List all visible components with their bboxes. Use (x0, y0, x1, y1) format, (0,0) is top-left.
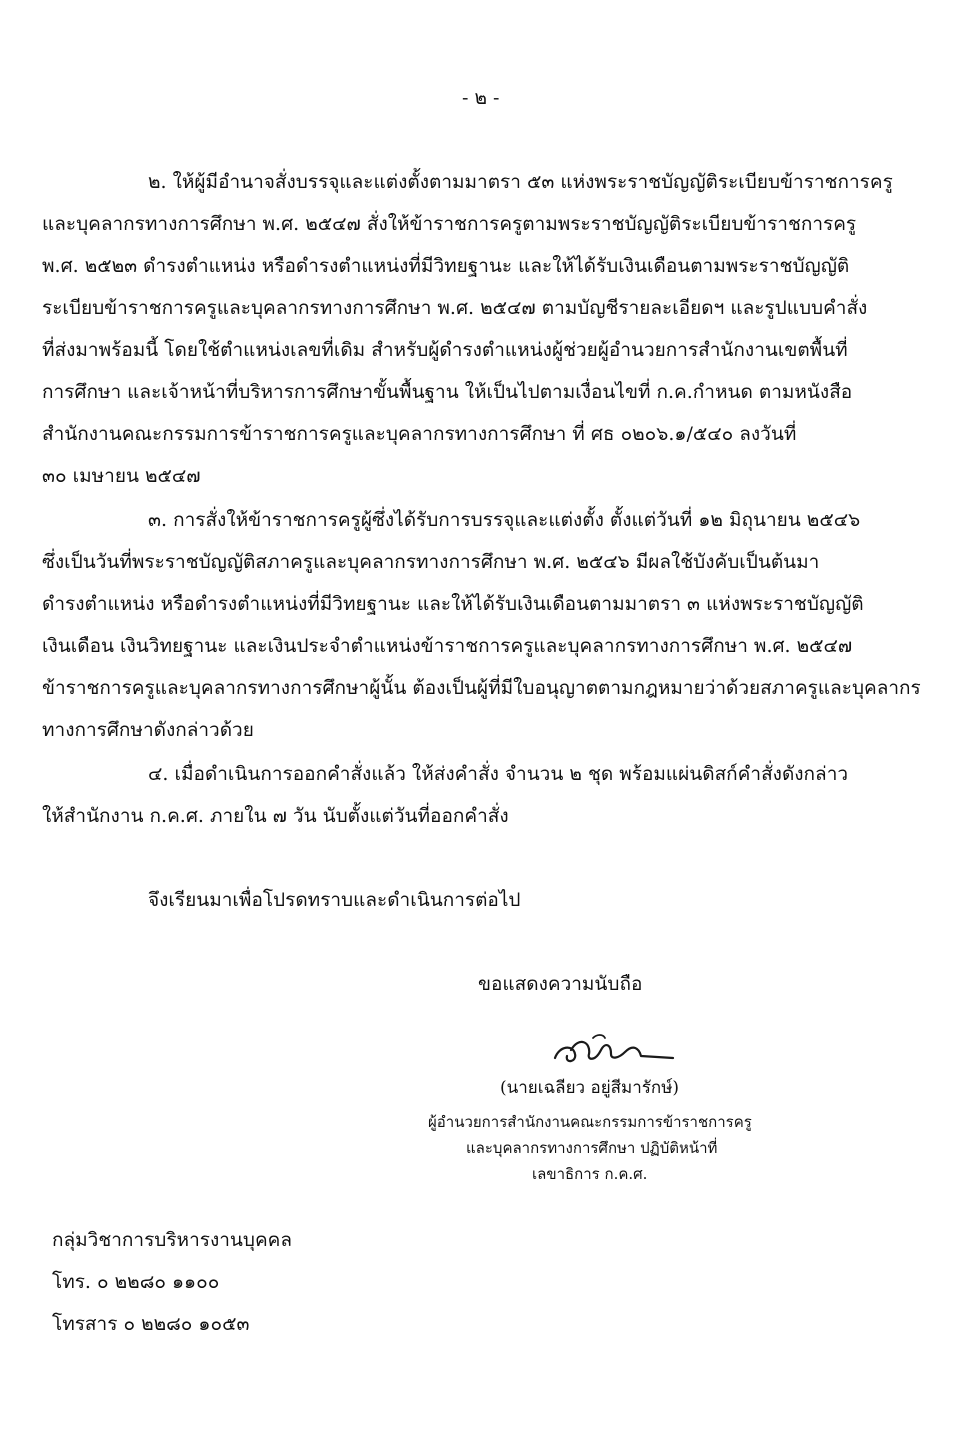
item2-line-5: ที่ส่งมาพร้อมนี้ โดยใช้ตำแหน่งเลขที่เดิม สำหรับผู้ดำรงตำแหน่งผู้ช่วยผู้อำนวยการสำนักงานเขตพื้นที่ (42, 339, 848, 361)
item3-line-6: ทางการศึกษาดังกล่าวด้วย (42, 719, 254, 741)
signer-title-line-2: และบุคลากรทางการศึกษา ปฏิบัติหน้าที่ (466, 1139, 718, 1157)
phone-number: โทร. ๐ ๒๒๘๐ ๑๑๐๐ (52, 1271, 220, 1293)
item2-line-4: ระเบียบข้าราชการครูและบุคลากรทางการศึกษา พ.ศ. ๒๕๔๗ ตามบัญชีรายละเอียดฯ และรูปแบบคำสั่ง (42, 297, 868, 319)
item2-line-6: การศึกษา และเจ้าหน้าที่บริหารการศึกษาขั้นพื้นฐาน ให้เป็นไปตามเงื่อนไขที่ ก.ค.กำหนด ตามหนังสือ (42, 381, 853, 403)
item2-line-3: พ.ศ. ๒๕๒๓ ดำรงตำแหน่ง หรือดำรงตำแหน่งที่มีวิทยฐานะ และให้ได้รับเงินเดือนตามพระราชบัญญัติ (42, 255, 850, 277)
item2-line-2: และบุคลากรทางการศึกษา พ.ศ. ๒๕๔๗ สั่งให้ข้าราชการครูตามพระราชบัญญัติระเบียบข้าราชการครู (42, 213, 857, 235)
item2-line-1: ๒. ให้ผู้มีอำนาจสั่งบรรจุและแต่งตั้งตามมาตรา ๕๓ แห่งพระราชบัญญัติระเบียบข้าราชการครู (148, 171, 893, 193)
office-name: กลุ่มวิชาการบริหารงานบุคคล (52, 1229, 293, 1251)
fax-number: โทรสาร ๐ ๒๒๘๐ ๑๐๕๓ (52, 1313, 250, 1335)
page-number: - ๒ - (462, 87, 500, 109)
regards-text: ขอแสดงความนับถือ (478, 973, 643, 995)
item3-line-5: ข้าราชการครูและบุคลากรทางการศึกษาผู้นั้น ต้องเป็นผู้ที่มีใบอนุญาตตามกฎหมายว่าด้วยสภาครูและบุคลากร (42, 677, 921, 699)
signer-name: (นายเฉลียว อยู่สีมารักษ์) (500, 1078, 680, 1098)
item2-line-8: ๓๐ เมษายน ๒๕๔๗ (42, 465, 201, 487)
item4-line-1: ๔. เมื่อดำเนินการออกคำสั่งแล้ว ให้ส่งคำสั่ง จำนวน ๒ ชุด พร้อมแผ่นดิสก์คำสั่งดังกล่าว (148, 763, 849, 785)
item4-line-2: ให้สำนักงาน ก.ค.ศ. ภายใน ๗ วัน นับตั้งแต่วันที่ออกคำสั่ง (42, 805, 509, 827)
item3-line-2: ซึ่งเป็นวันที่พระราชบัญญัติสภาครูและบุคลากรทางการศึกษา พ.ศ. ๒๕๔๖ มีผลใช้บังคับเป็นต้นมา (42, 551, 820, 573)
item3-line-4: เงินเดือน เงินวิทยฐานะ และเงินประจำตำแหน่งข้าราชการครูและบุคลากรทางการศึกษา พ.ศ. ๒๕๔๗ (42, 635, 853, 657)
closing-text: จึงเรียนมาเพื่อโปรดทราบและดำเนินการต่อไป (148, 889, 521, 911)
signer-title-line-1: ผู้อำนวยการสำนักงานคณะกรรมการข้าราชการครู (428, 1113, 752, 1131)
item3-line-3: ดำรงตำแหน่ง หรือดำรงตำแหน่งที่มีวิทยฐานะ และให้ได้รับเงินเดือนตามมาตรา ๓ แห่งพระราชบัญญัติ (42, 593, 864, 615)
item3-line-1: ๓. การสั่งให้ข้าราชการครูผู้ซึ่งได้รับการบรรจุและแต่งตั้ง ตั้งแต่วันที่ ๑๒ มิถุนายน ๒๕๔๖ (148, 509, 861, 531)
handwritten-signature (545, 1028, 685, 1076)
item2-line-7: สำนักงานคณะกรรมการข้าราชการครูและบุคลากรทางการศึกษา ที่ ศธ ๐๒๐๖.๑/๕๔๐ ลงวันที่ (42, 423, 797, 445)
signer-title-line-3: เลขาธิการ ก.ค.ศ. (532, 1165, 648, 1183)
